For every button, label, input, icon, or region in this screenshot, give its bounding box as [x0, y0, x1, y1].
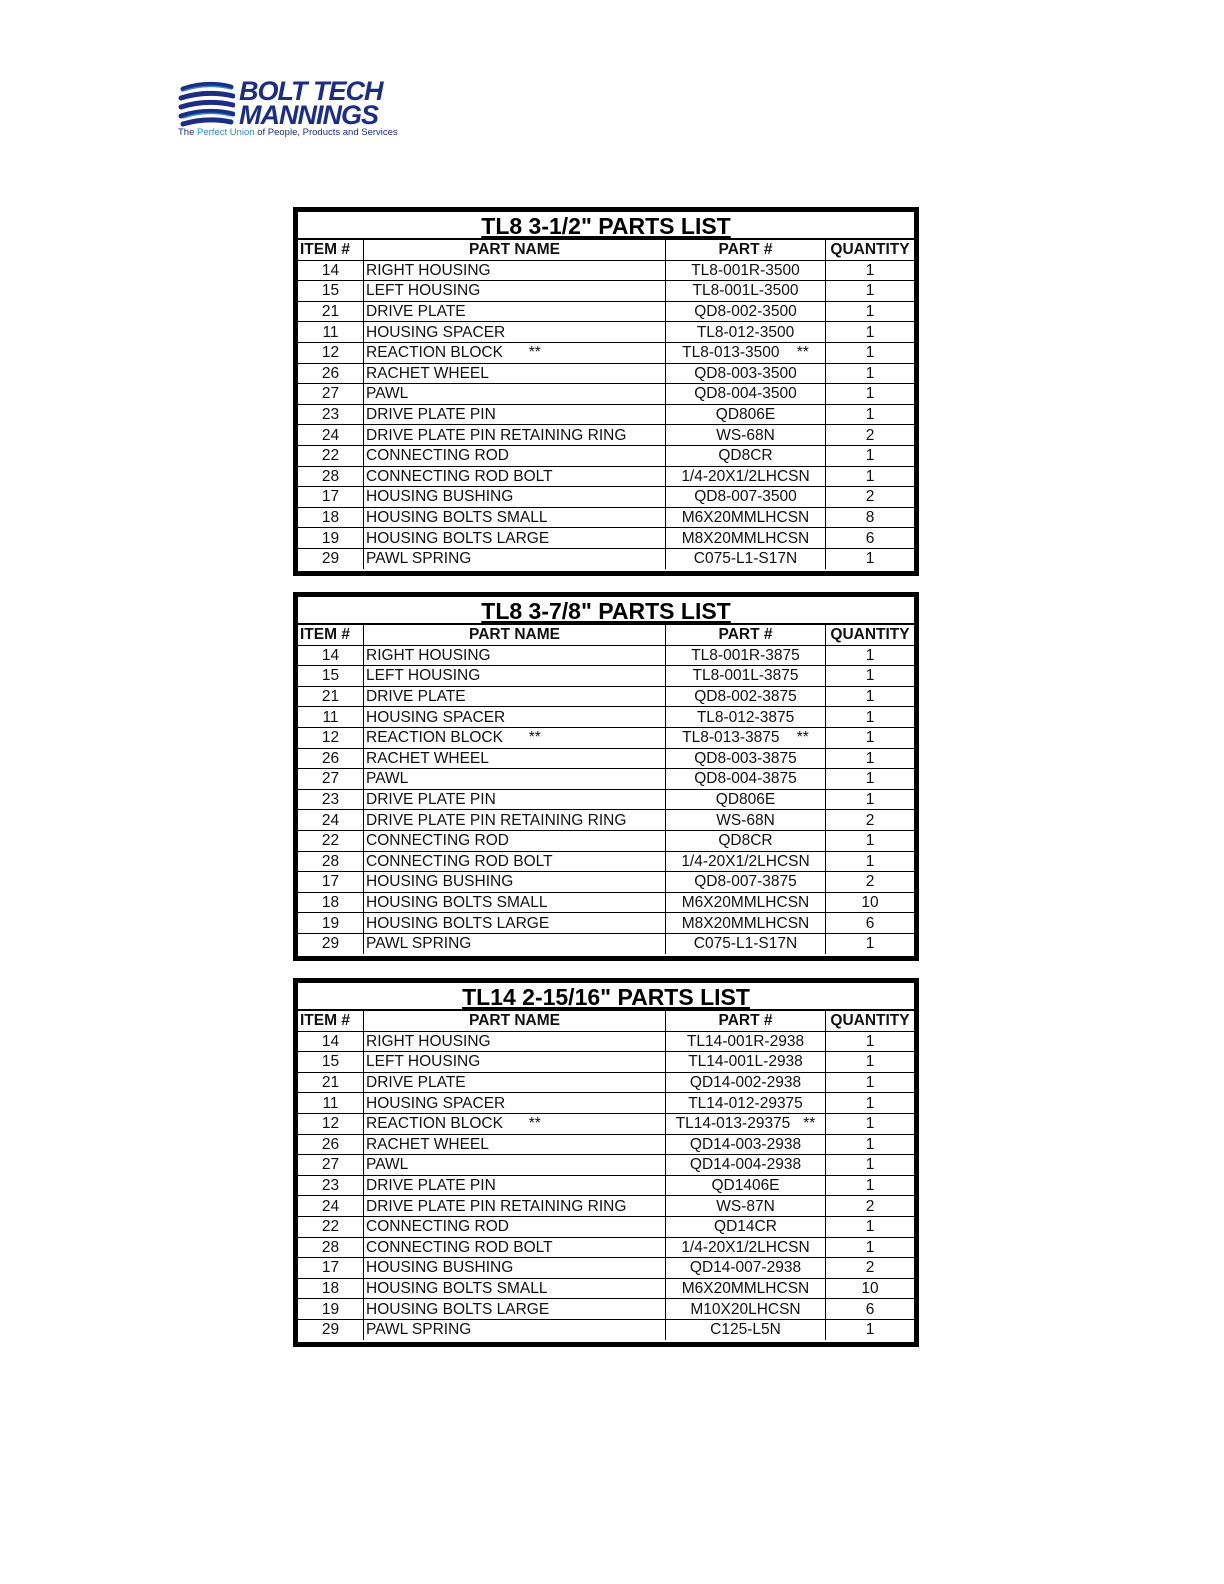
- table-row: [298, 686, 914, 707]
- item-number: 28: [298, 466, 364, 487]
- quantity: 10: [826, 892, 915, 913]
- item-number: 14: [298, 1031, 364, 1052]
- part-name: HOUSING BOLTS LARGE: [364, 1299, 666, 1320]
- part-number: TL14-001R-2938: [666, 1031, 826, 1052]
- part-number: QD8-007-3500: [666, 487, 826, 508]
- part-name: PAWL SPRING: [364, 548, 666, 568]
- part-number: QD8-002-3875: [666, 686, 826, 707]
- part-name: LEFT HOUSING: [364, 1052, 666, 1073]
- quantity: 8: [826, 507, 915, 528]
- header-item: ITEM #: [298, 625, 364, 645]
- part-name: HOUSING BOLTS SMALL: [364, 507, 666, 528]
- quantity: 10: [826, 1278, 915, 1299]
- quantity: 1: [826, 686, 915, 707]
- part-name: CONNECTING ROD: [364, 1216, 666, 1237]
- parts-list-title: TL8 3-7/8" PARTS LIST: [298, 597, 914, 625]
- part-name: HOUSING BOLTS LARGE: [364, 528, 666, 549]
- part-name: DRIVE PLATE PIN RETAINING RING: [364, 810, 666, 831]
- quantity: 1: [826, 851, 915, 872]
- parts-list-tl8-3-7-8: [293, 592, 919, 961]
- table-row: [298, 1237, 914, 1258]
- part-name: REACTION BLOCK **: [364, 727, 666, 748]
- item-number: 21: [298, 301, 364, 322]
- item-number: 23: [298, 789, 364, 810]
- part-name: PAWL SPRING: [364, 933, 666, 953]
- part-name: CONNECTING ROD: [364, 445, 666, 466]
- part-number: QD14-007-2938: [666, 1258, 826, 1279]
- part-name: RIGHT HOUSING: [364, 260, 666, 281]
- bolt-spring-logo-icon: [177, 81, 235, 127]
- item-number: 22: [298, 830, 364, 851]
- part-number: TL8-012-3875: [666, 707, 826, 728]
- item-number: 27: [298, 384, 364, 405]
- item-number: 19: [298, 1299, 364, 1320]
- parts-table: [298, 240, 914, 569]
- item-number: 26: [298, 363, 364, 384]
- part-name: CONNECTING ROD BOLT: [364, 1237, 666, 1258]
- logo-line-2: MANNINGS: [239, 100, 378, 130]
- part-number: C125-L5N: [666, 1319, 826, 1339]
- table-row: [298, 342, 914, 363]
- table-row: [298, 1299, 914, 1320]
- part-name: PAWL: [364, 769, 666, 790]
- part-number: TL8-013-3500 **: [666, 342, 826, 363]
- part-name: REACTION BLOCK **: [364, 342, 666, 363]
- part-name: LEFT HOUSING: [364, 281, 666, 302]
- quantity: 1: [826, 1155, 915, 1176]
- part-name: DRIVE PLATE PIN RETAINING RING: [364, 425, 666, 446]
- part-number: C075-L1-S17N: [666, 548, 826, 568]
- part-number: QD806E: [666, 789, 826, 810]
- item-number: 11: [298, 707, 364, 728]
- table-row: [298, 466, 914, 487]
- quantity: 2: [826, 487, 915, 508]
- part-name: DRIVE PLATE PIN: [364, 789, 666, 810]
- part-number: QD8-003-3500: [666, 363, 826, 384]
- quantity: 2: [826, 1196, 915, 1217]
- quantity: 2: [826, 425, 915, 446]
- quantity: 1: [826, 1052, 915, 1073]
- item-number: 27: [298, 1155, 364, 1176]
- part-number: QD8-003-3875: [666, 748, 826, 769]
- part-number: QD8-004-3875: [666, 769, 826, 790]
- part-number: QD8CR: [666, 830, 826, 851]
- table-row: [298, 1052, 914, 1073]
- item-number: 28: [298, 1237, 364, 1258]
- part-number: M8X20MMLHCSN: [666, 528, 826, 549]
- table-row: [298, 1072, 914, 1093]
- quantity: 1: [826, 1237, 915, 1258]
- table-row: [298, 425, 914, 446]
- part-name: DRIVE PLATE: [364, 301, 666, 322]
- quantity: 1: [826, 548, 915, 568]
- part-name: PAWL: [364, 384, 666, 405]
- table-row: [298, 748, 914, 769]
- table-row: [298, 548, 914, 568]
- item-number: 23: [298, 404, 364, 425]
- table-row: [298, 913, 914, 934]
- item-number: 12: [298, 727, 364, 748]
- part-number: TL8-013-3875 **: [666, 727, 826, 748]
- item-number: 18: [298, 1278, 364, 1299]
- quantity: 1: [826, 322, 915, 343]
- table-header-row: [298, 240, 914, 260]
- part-number: QD806E: [666, 404, 826, 425]
- part-name: HOUSING SPACER: [364, 1093, 666, 1114]
- table-row: [298, 363, 914, 384]
- part-number: WS-68N: [666, 425, 826, 446]
- part-name: RACHET WHEEL: [364, 748, 666, 769]
- quantity: 6: [826, 1299, 915, 1320]
- item-number: 26: [298, 748, 364, 769]
- part-name: PAWL: [364, 1155, 666, 1176]
- quantity: 1: [826, 363, 915, 384]
- quantity: 1: [826, 1072, 915, 1093]
- part-number: TL14-001L-2938: [666, 1052, 826, 1073]
- quantity: 1: [826, 830, 915, 851]
- part-number: QD14CR: [666, 1216, 826, 1237]
- parts-list-title: TL8 3-1/2" PARTS LIST: [298, 212, 914, 240]
- item-number: 29: [298, 1319, 364, 1339]
- table-row: [298, 1196, 914, 1217]
- quantity: 1: [826, 769, 915, 790]
- quantity: 1: [826, 666, 915, 687]
- table-row: [298, 666, 914, 687]
- item-number: 24: [298, 810, 364, 831]
- quantity: 1: [826, 645, 915, 666]
- part-number: 1/4-20X1/2LHCSN: [666, 1237, 826, 1258]
- part-number: WS-87N: [666, 1196, 826, 1217]
- quantity: 2: [826, 810, 915, 831]
- quantity: 1: [826, 445, 915, 466]
- table-row: [298, 727, 914, 748]
- quantity: 1: [826, 384, 915, 405]
- item-number: 27: [298, 769, 364, 790]
- parts-list-tl14-2-15-16: [293, 978, 919, 1347]
- header-part-number: PART #: [666, 240, 826, 260]
- table-row: [298, 1216, 914, 1237]
- item-number: 29: [298, 548, 364, 568]
- part-number: M6X20MMLHCSN: [666, 1278, 826, 1299]
- item-number: 26: [298, 1134, 364, 1155]
- quantity: 1: [826, 301, 915, 322]
- quantity: 1: [826, 281, 915, 302]
- table-row: [298, 1278, 914, 1299]
- part-number: TL8-012-3500: [666, 322, 826, 343]
- item-number: 11: [298, 1093, 364, 1114]
- table-header-row: [298, 1011, 914, 1031]
- part-number: QD8CR: [666, 445, 826, 466]
- item-number: 24: [298, 1196, 364, 1217]
- table-row: [298, 872, 914, 893]
- part-name: RIGHT HOUSING: [364, 1031, 666, 1052]
- item-number: 14: [298, 645, 364, 666]
- part-name: HOUSING BUSHING: [364, 872, 666, 893]
- item-number: 15: [298, 1052, 364, 1073]
- item-number: 17: [298, 1258, 364, 1279]
- table-row: [298, 1175, 914, 1196]
- part-number: QD8-004-3500: [666, 384, 826, 405]
- item-number: 11: [298, 322, 364, 343]
- header-quantity: QUANTITY: [826, 240, 915, 260]
- header-part-name: PART NAME: [364, 1011, 666, 1031]
- quantity: 2: [826, 1258, 915, 1279]
- table-row: [298, 281, 914, 302]
- part-name: DRIVE PLATE: [364, 1072, 666, 1093]
- table-row: [298, 769, 914, 790]
- item-number: 17: [298, 872, 364, 893]
- table-row: [298, 933, 914, 953]
- quantity: 1: [826, 933, 915, 953]
- item-number: 14: [298, 260, 364, 281]
- table-row: [298, 260, 914, 281]
- item-number: 18: [298, 507, 364, 528]
- part-name: HOUSING BOLTS SMALL: [364, 892, 666, 913]
- item-number: 18: [298, 892, 364, 913]
- header-item: ITEM #: [298, 1011, 364, 1031]
- table-row: [298, 445, 914, 466]
- part-number: QD14-003-2938: [666, 1134, 826, 1155]
- part-number: TL14-013-29375 **: [666, 1113, 826, 1134]
- table-row: [298, 1113, 914, 1134]
- part-name: PAWL SPRING: [364, 1319, 666, 1339]
- part-number: QD14-004-2938: [666, 1155, 826, 1176]
- header-part-number: PART #: [666, 1011, 826, 1031]
- part-number: M6X20MMLHCSN: [666, 892, 826, 913]
- quantity: 1: [826, 707, 915, 728]
- table-row: [298, 1319, 914, 1339]
- quantity: 6: [826, 528, 915, 549]
- table-row: [298, 892, 914, 913]
- part-number: M8X20MMLHCSN: [666, 913, 826, 934]
- table-row: [298, 384, 914, 405]
- part-name: DRIVE PLATE: [364, 686, 666, 707]
- parts-list-tl8-3-1-2: [293, 207, 919, 576]
- quantity: 2: [826, 872, 915, 893]
- part-number: 1/4-20X1/2LHCSN: [666, 851, 826, 872]
- table-row: [298, 810, 914, 831]
- item-number: 19: [298, 913, 364, 934]
- part-number: QD1406E: [666, 1175, 826, 1196]
- part-name: HOUSING BUSHING: [364, 1258, 666, 1279]
- header-part-name: PART NAME: [364, 240, 666, 260]
- part-name: HOUSING SPACER: [364, 322, 666, 343]
- parts-list-title: TL14 2-15/16" PARTS LIST: [298, 983, 914, 1011]
- part-name: CONNECTING ROD: [364, 830, 666, 851]
- quantity: 1: [826, 789, 915, 810]
- header-quantity: QUANTITY: [826, 1011, 915, 1031]
- quantity: 1: [826, 1175, 915, 1196]
- quantity: 1: [826, 1216, 915, 1237]
- part-number: TL14-012-29375: [666, 1093, 826, 1114]
- quantity: 6: [826, 913, 915, 934]
- quantity: 1: [826, 1134, 915, 1155]
- part-number: M10X20LHCSN: [666, 1299, 826, 1320]
- item-number: 28: [298, 851, 364, 872]
- part-name: HOUSING SPACER: [364, 707, 666, 728]
- item-number: 29: [298, 933, 364, 953]
- table-row: [298, 830, 914, 851]
- item-number: 21: [298, 686, 364, 707]
- item-number: 21: [298, 1072, 364, 1093]
- item-number: 15: [298, 281, 364, 302]
- logo-tagline: The Perfect Union of People, Products and Services: [178, 127, 398, 138]
- company-logo: [177, 78, 417, 140]
- table-row: [298, 487, 914, 508]
- header-item: ITEM #: [298, 240, 364, 260]
- part-number: TL8-001R-3500: [666, 260, 826, 281]
- table-row: [298, 707, 914, 728]
- part-number: TL8-001L-3875: [666, 666, 826, 687]
- part-name: DRIVE PLATE PIN RETAINING RING: [364, 1196, 666, 1217]
- table-row: [298, 528, 914, 549]
- item-number: 23: [298, 1175, 364, 1196]
- table-row: [298, 1258, 914, 1279]
- quantity: 1: [826, 466, 915, 487]
- part-number: QD8-007-3875: [666, 872, 826, 893]
- table-row: [298, 507, 914, 528]
- item-number: 15: [298, 666, 364, 687]
- part-name: RIGHT HOUSING: [364, 645, 666, 666]
- logo-line-1: BOLT TECH: [239, 76, 383, 106]
- header-quantity: QUANTITY: [826, 625, 915, 645]
- table-row: [298, 1134, 914, 1155]
- quantity: 1: [826, 1093, 915, 1114]
- table-row: [298, 789, 914, 810]
- header-part-number: PART #: [666, 625, 826, 645]
- item-number: 22: [298, 445, 364, 466]
- parts-table: [298, 625, 914, 954]
- parts-table: [298, 1011, 914, 1340]
- table-row: [298, 851, 914, 872]
- item-number: 19: [298, 528, 364, 549]
- part-number: TL8-001L-3500: [666, 281, 826, 302]
- item-number: 12: [298, 1113, 364, 1134]
- quantity: 1: [826, 342, 915, 363]
- quantity: 1: [826, 404, 915, 425]
- part-number: C075-L1-S17N: [666, 933, 826, 953]
- header-part-name: PART NAME: [364, 625, 666, 645]
- part-name: RACHET WHEEL: [364, 363, 666, 384]
- part-name: LEFT HOUSING: [364, 666, 666, 687]
- quantity: 1: [826, 727, 915, 748]
- item-number: 22: [298, 1216, 364, 1237]
- quantity: 1: [826, 1113, 915, 1134]
- table-row: [298, 1155, 914, 1176]
- table-row: [298, 301, 914, 322]
- part-name: DRIVE PLATE PIN: [364, 404, 666, 425]
- part-number: TL8-001R-3875: [666, 645, 826, 666]
- part-number: 1/4-20X1/2LHCSN: [666, 466, 826, 487]
- part-name: DRIVE PLATE PIN: [364, 1175, 666, 1196]
- table-row: [298, 1093, 914, 1114]
- quantity: 1: [826, 260, 915, 281]
- quantity: 1: [826, 1319, 915, 1339]
- part-name: HOUSING BOLTS SMALL: [364, 1278, 666, 1299]
- part-name: HOUSING BUSHING: [364, 487, 666, 508]
- part-name: CONNECTING ROD BOLT: [364, 851, 666, 872]
- part-number: M6X20MMLHCSN: [666, 507, 826, 528]
- table-row: [298, 1031, 914, 1052]
- part-number: QD14-002-2938: [666, 1072, 826, 1093]
- quantity: 1: [826, 1031, 915, 1052]
- part-name: REACTION BLOCK **: [364, 1113, 666, 1134]
- table-row: [298, 645, 914, 666]
- quantity: 1: [826, 748, 915, 769]
- item-number: 24: [298, 425, 364, 446]
- item-number: 17: [298, 487, 364, 508]
- table-header-row: [298, 625, 914, 645]
- table-row: [298, 322, 914, 343]
- part-name: HOUSING BOLTS LARGE: [364, 913, 666, 934]
- part-number: QD8-002-3500: [666, 301, 826, 322]
- part-number: WS-68N: [666, 810, 826, 831]
- item-number: 12: [298, 342, 364, 363]
- table-row: [298, 404, 914, 425]
- part-name: RACHET WHEEL: [364, 1134, 666, 1155]
- part-name: CONNECTING ROD BOLT: [364, 466, 666, 487]
